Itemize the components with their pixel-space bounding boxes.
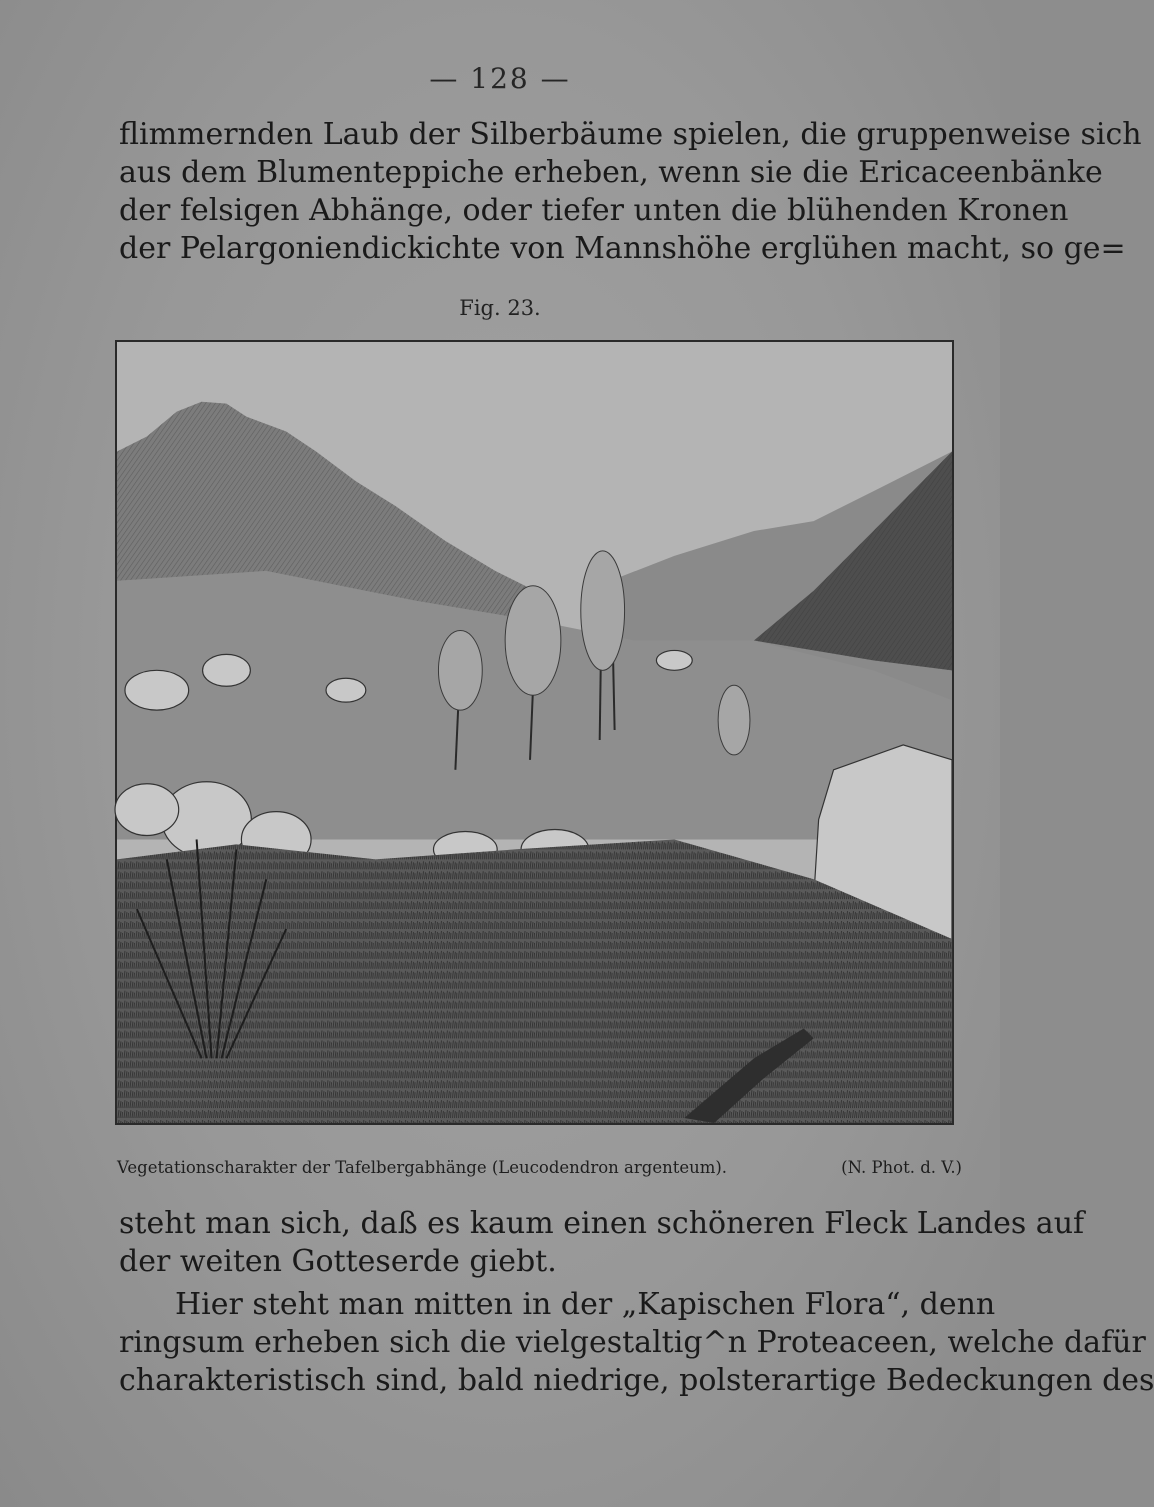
text-line: der weiten Gotteserde giebt. [119, 1244, 557, 1279]
paragraph-kapische-flora [119, 1286, 1154, 1400]
text-line: flimmernden Laub der Silberbäume spielen, die gruppenweise sich [119, 117, 1142, 152]
text-line: charakteristisch sind, bald niedrige, polsterartige Bedeckungen des [119, 1363, 1154, 1398]
paragraph-after-figure [119, 1205, 1085, 1281]
landscape-engraving [117, 342, 952, 1123]
figure-caption [117, 1158, 962, 1177]
figure-label: Fig. 23. [459, 296, 541, 320]
caption-text: Vegetationscharakter der Tafelbergabhänge (Leucodendron argenteum). [117, 1158, 728, 1177]
text-line: der Pelargoniendickichte von Mannshöhe erglühen macht, so ge= [119, 231, 1126, 266]
figure-illustration [115, 340, 954, 1125]
photo-credit: (N. Phot. d. V.) [841, 1158, 962, 1177]
paragraph-continuation [119, 116, 1142, 268]
text-line: aus dem Blumenteppiche erheben, wenn sie die Ericaceenbänke [119, 155, 1103, 190]
text-line: steht man sich, daß es kaum einen schöneren Fleck Landes auf [119, 1206, 1085, 1241]
text-line: ringsum erheben sich die vielgestaltig^n Proteaceen, welche dafür [119, 1325, 1146, 1360]
text-line: Hier steht man mitten in der „Kapischen Flora“, denn [175, 1287, 996, 1322]
text-line: der felsigen Abhänge, oder tiefer unten die blühenden Kronen [119, 193, 1069, 228]
page-number: — 128 — [429, 62, 571, 95]
